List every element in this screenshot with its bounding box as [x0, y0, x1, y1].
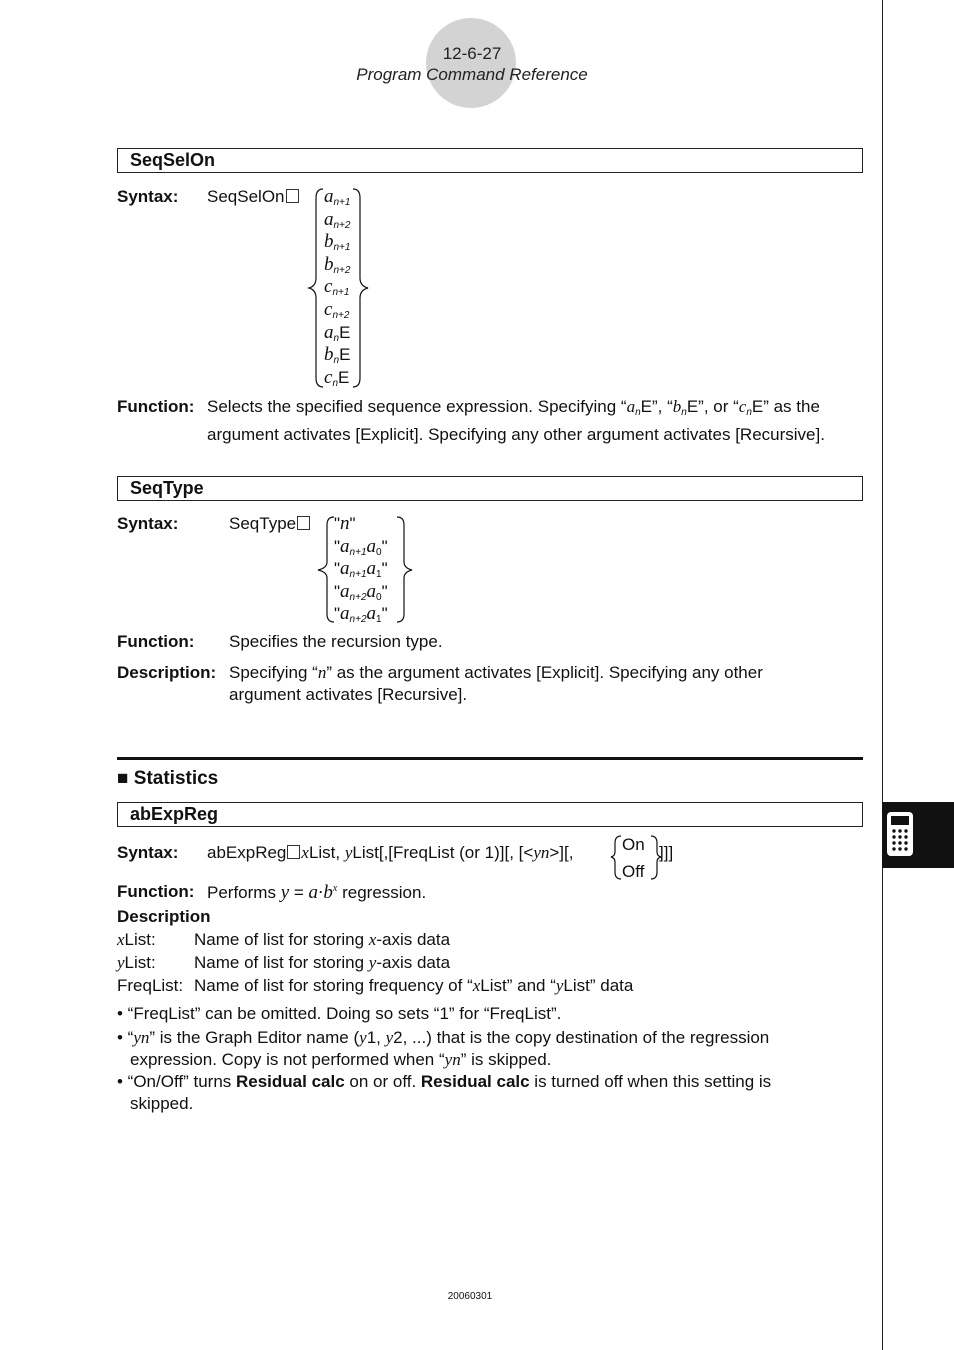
text-run: argument activates [Explicit]. Specifying any other argument activates [Recursive].: [207, 425, 825, 444]
quote: ": [334, 604, 341, 624]
bullet-freqlist: • “FreqList” can be omitted. Doing so sets “1” for “FreqList”.: [117, 1004, 562, 1023]
seqtype-description-label: Description:: [117, 663, 217, 682]
seqselon-command: SeqSelOn: [207, 187, 285, 206]
text-run: >][,: [549, 843, 574, 862]
seqtype-syntax-label: Syntax:: [117, 514, 179, 533]
var: b: [323, 882, 333, 903]
option-sub: n+1: [333, 242, 351, 254]
option-sub: 1: [376, 614, 382, 626]
var: y: [368, 953, 377, 972]
var: a: [308, 882, 318, 903]
text-run: List:: [124, 930, 156, 949]
option-var: a: [366, 535, 377, 557]
text-run: Name of list for storing: [194, 953, 369, 972]
var: yn: [533, 843, 550, 862]
var: y: [359, 1028, 367, 1047]
option-var: a: [324, 208, 334, 230]
space-symbol: [297, 516, 310, 530]
option-var: c: [324, 299, 333, 320]
var: y: [117, 953, 125, 972]
seqselon-heading: SeqSelOn: [130, 150, 216, 170]
param-freqlist-desc: [194, 976, 633, 996]
text-run: 1,: [366, 1028, 386, 1047]
option-sub: n+1: [349, 569, 367, 581]
abexpreg-syntax-label: Syntax:: [117, 843, 179, 862]
exponent: x: [332, 883, 338, 894]
bullet-onoff: [117, 1071, 771, 1115]
page-edge-line: [882, 0, 883, 1350]
bullet-yn: [117, 1027, 769, 1071]
quote: ": [334, 581, 341, 601]
text-run: Specifying “: [229, 663, 318, 682]
chapter-tab: [882, 802, 954, 868]
option-var: b: [324, 344, 334, 366]
seqtype-option: [334, 603, 388, 632]
var-sub: n: [635, 407, 641, 418]
text-run: -axis data: [376, 930, 451, 949]
option-var: c: [324, 276, 333, 298]
text-run: is turned off when this setting is: [529, 1072, 772, 1091]
quote: ": [334, 559, 341, 579]
var-sub: n: [681, 407, 687, 418]
text-run: List” and “: [480, 976, 556, 995]
param-freqlist: [117, 976, 183, 996]
text-run: ⋅: [318, 883, 324, 902]
on-option: On: [622, 835, 645, 854]
option-suffix: E: [339, 345, 351, 365]
abexpreg-heading: abExpReg: [130, 804, 219, 824]
page-number: 12-6-27: [442, 44, 502, 63]
option-sub: n: [333, 332, 340, 344]
quote: ": [381, 581, 388, 601]
option-sub: n: [333, 355, 340, 367]
abexpreg-function-label: Function:: [117, 882, 195, 901]
text-run: E”, “: [640, 397, 673, 416]
option-sub: n+2: [333, 264, 351, 276]
text-run: on or off.: [344, 1072, 421, 1091]
option-var: n: [340, 513, 350, 534]
option-sub: n+2: [332, 310, 350, 321]
text-run: E”, or “: [686, 397, 739, 416]
page-title: Program Command Reference: [356, 65, 588, 84]
seqtype-heading-box: [117, 476, 863, 501]
space-symbol: [287, 845, 300, 859]
text-run: =: [289, 883, 309, 902]
section-title: [117, 768, 218, 790]
section-marker: ■: [117, 768, 129, 789]
abexpreg-description-label: Description: [117, 907, 211, 926]
abexpreg-function-text: [207, 882, 426, 904]
var: y: [385, 1028, 394, 1047]
space-symbol: [286, 189, 299, 203]
quote: ": [334, 514, 341, 533]
option-sub: n+1: [332, 287, 350, 299]
option-sub: n+2: [349, 614, 367, 626]
text-run: • “On/Off” turns: [117, 1072, 236, 1091]
text-run: regression.: [337, 883, 427, 902]
seqselon-function-text: [207, 396, 867, 446]
var: y: [344, 843, 353, 862]
param-desc: [194, 953, 450, 973]
text-run: 2, ...) that is the copy destination of the regression: [393, 1028, 770, 1047]
param-name: [117, 953, 156, 973]
param-name: FreqList:: [117, 976, 184, 995]
param-name: [117, 930, 156, 950]
section-title-text: Statistics: [133, 768, 219, 789]
text-run: Performs: [207, 883, 281, 902]
var: y: [280, 882, 290, 903]
option-var: a: [366, 558, 377, 580]
option-sub: n+1: [349, 546, 367, 558]
var: x: [472, 976, 481, 995]
bold-run: Residual calc: [236, 1072, 345, 1091]
seqtype-function-label: Function:: [117, 632, 195, 651]
option-suffix: E: [339, 322, 351, 342]
text-run: skipped.: [130, 1094, 194, 1113]
text-run: Selects the specified sequence expression. Specifying “: [207, 397, 627, 416]
quote: ": [349, 514, 356, 533]
text-run: ” is skipped.: [460, 1050, 552, 1069]
text-run: -axis data: [376, 953, 451, 972]
abexpreg-heading-box: [117, 802, 863, 827]
seqtype-syntax: [229, 514, 311, 534]
quote: ": [381, 604, 388, 624]
var: x: [301, 843, 309, 862]
var: yn: [133, 1028, 150, 1047]
option-sub: n+1: [333, 197, 351, 208]
option-sub: 0: [376, 546, 382, 558]
section-rule: [117, 757, 863, 760]
text-run: List:: [124, 953, 156, 972]
option-sub: n+2: [349, 591, 367, 603]
text-run: List[,[FreqList (or 1)][, [<: [352, 843, 534, 862]
abexpreg-command: abExpReg: [207, 843, 287, 862]
quote: ": [334, 536, 341, 556]
text-run: List” data: [563, 976, 634, 995]
option-sub: 0: [376, 591, 382, 603]
option-var: a: [324, 321, 334, 343]
param-desc: [194, 930, 450, 950]
option-var: c: [324, 366, 333, 388]
option-var: a: [340, 603, 350, 625]
text-run: argument activates [Recursive].: [229, 685, 468, 704]
option-var: a: [340, 580, 350, 602]
text-run: ” is the Graph Editor name (: [149, 1028, 360, 1047]
option-var: a: [324, 186, 334, 207]
var: c: [738, 397, 747, 416]
var: b: [672, 397, 682, 416]
option-var: b: [324, 253, 334, 275]
seqtype-heading: SeqType: [130, 478, 204, 498]
option-sub: n+2: [333, 219, 351, 231]
var: x: [368, 930, 377, 949]
seqtype-command: SeqType: [229, 514, 297, 533]
off-option: Off: [622, 862, 645, 881]
var: n: [317, 663, 327, 682]
seqselon-function-label: Function:: [117, 397, 195, 416]
text-run: Name of list for storing frequency of “: [194, 976, 473, 995]
quote: ": [381, 559, 388, 579]
option-var: a: [366, 603, 377, 625]
seqtype-description-text: [229, 662, 763, 706]
var: y: [555, 976, 564, 995]
footer-code: 20060301: [447, 1291, 493, 1302]
seqselon-option: [324, 367, 349, 396]
option-var: a: [340, 558, 350, 580]
text-run: expression. Copy is not performed when “: [130, 1050, 445, 1069]
var: x: [117, 930, 125, 949]
seqselon-heading-box: [117, 148, 863, 173]
option-var: b: [324, 231, 334, 253]
text-run: ” as the argument activates [Explicit]. Specifying any other: [326, 663, 763, 682]
option-var: a: [340, 535, 350, 557]
quote: ": [381, 536, 388, 556]
text-run: Name of list for storing: [194, 930, 369, 949]
var-sub: n: [746, 407, 752, 418]
abexpreg-syntax: [207, 843, 573, 863]
syntax-end: ]]]: [659, 843, 674, 862]
calculator-icon: [886, 811, 916, 859]
text-run: • “: [117, 1028, 134, 1047]
seqselon-syntax: [207, 187, 300, 207]
var: a: [626, 397, 636, 416]
text-run: E” as the: [751, 397, 820, 416]
var: yn: [444, 1050, 461, 1069]
option-var: a: [366, 580, 377, 602]
option-sub: n: [332, 377, 338, 389]
option-sub: 1: [376, 569, 382, 581]
text-run: List,: [308, 843, 345, 862]
bold-run: Residual calc: [420, 1072, 530, 1091]
seqtype-function-text: Specifies the recursion type.: [229, 632, 443, 651]
option-suffix: E: [338, 367, 350, 387]
seqselon-syntax-label: Syntax:: [117, 187, 179, 206]
